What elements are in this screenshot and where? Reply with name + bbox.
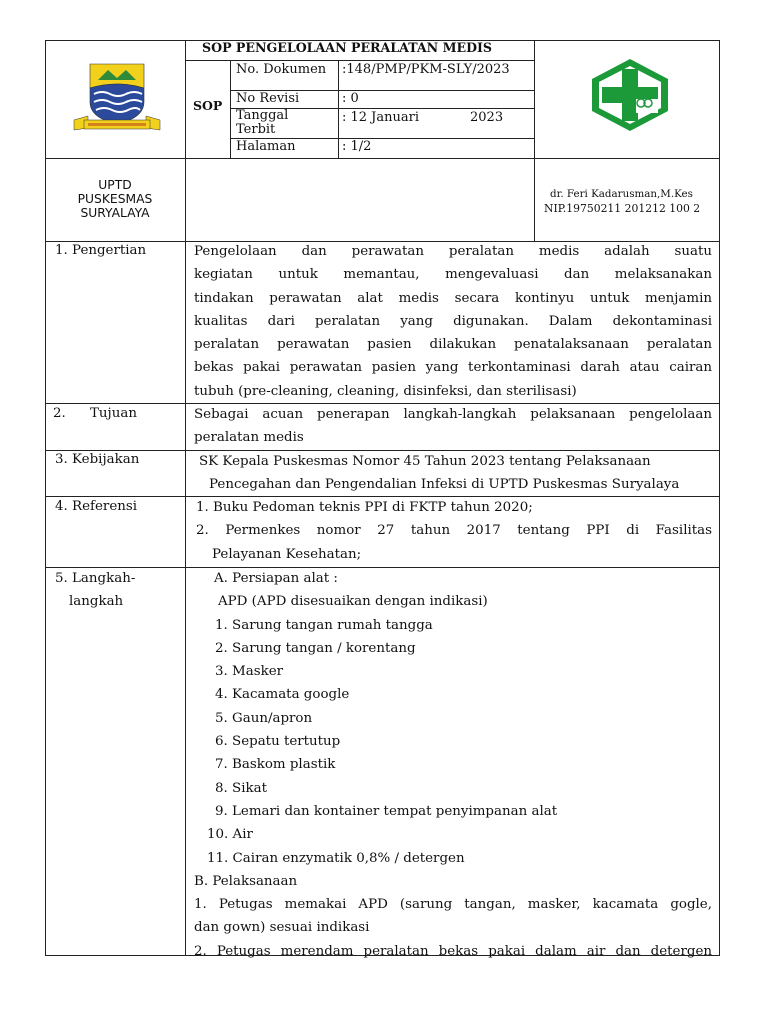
sop-label: SOP (193, 98, 223, 113)
referensi-item-continued: Pelayanan Kesehatan; (212, 546, 362, 562)
pelaksanaan-line: 2. Petugas merendam peralatan bekas pakai dalam air dan detergen (194, 943, 712, 959)
referensi-item: 1. Buku Pedoman teknis PPI di FKTP tahun 2020; (196, 500, 533, 515)
signer-name: dr. Feri Kadarusman,M.Kes (550, 188, 693, 200)
org-line-3: SURYALAYA (80, 206, 150, 220)
pengertian-line: tindakan perawatan alat medis secara kontinyu untuk menjamin (194, 290, 712, 306)
persiapan-alat-heading: A. Persiapan alat : (214, 571, 338, 586)
section-referensi-label: 4. Referensi (55, 499, 138, 514)
apd-note: APD (APD disesuaikan dengan indikasi) (218, 594, 488, 610)
puskesmas-logo (588, 57, 672, 133)
organization-name (45, 178, 185, 220)
issue-date-year: 2023 (470, 110, 504, 125)
equipment-item: 11. Cairan enzymatik 0,8% / detergen (207, 850, 465, 866)
issue-date-value: : 12 Januari (342, 110, 420, 125)
section-langkah-text (194, 567, 712, 963)
langkah-label-line-2: langkah (69, 594, 124, 610)
equipment-item: 7. Baskom plastik (215, 757, 336, 773)
signer-nip: NIP.19750211 201212 100 2 (544, 202, 701, 215)
pengertian-line: Pengelolaan dan perawatan peralatan medis adalah suatu (194, 244, 712, 259)
equipment-item: 10. Air (207, 827, 253, 843)
equipment-item: 3. Masker (215, 664, 284, 680)
doc-number-value: :148/PMP/PKM-SLY/2023 (342, 62, 510, 77)
section-pengertian-text (194, 240, 712, 403)
page-label: Halaman (236, 139, 296, 154)
org-line-1: UPTD (98, 178, 132, 192)
pelaksanaan-heading: B. Pelaksanaan (194, 873, 298, 889)
langkah-label-line-1: 5. Langkah- (55, 571, 136, 586)
revision-value: : 0 (342, 91, 359, 106)
org-line-2: PUSKESMAS (77, 192, 153, 206)
kebijakan-line: Pencegahan dan Pengendalian Infeksi di UPTD Puskesmas Suryalaya (209, 477, 680, 493)
issue-date-label: Tanggal Terbit (236, 108, 289, 137)
pengertian-line: kegiatan untuk memantau, mengevaluasi dan melaksanakan (194, 267, 712, 283)
section-langkah-label (55, 567, 135, 614)
tujuan-line: Sebagai acuan penerapan langkah-langkah pelaksanaan pengelolaan (194, 407, 712, 422)
pelaksanaan-line: dan gown) sesuai indikasi (194, 920, 370, 936)
referensi-item: 2. Permenkes nomor 27 tahun 2017 tentang PPI di Fasilitas (196, 523, 712, 539)
kebijakan-line: SK Kepala Puskesmas Nomor 45 Tahun 2023 tentang Pelaksanaan (199, 454, 651, 469)
regency-emblem-logo (72, 58, 162, 136)
revision-label: No Revisi (236, 91, 300, 106)
section-referensi-text (196, 496, 712, 566)
page-value: : 1/2 (342, 139, 372, 154)
pengertian-line: bekas pakai perawatan pasien yang terkontaminasi darah atau cairan (194, 360, 712, 376)
section-kebijakan-text (199, 450, 714, 497)
equipment-item: 8. Sikat (215, 780, 267, 796)
equipment-item: 9. Lemari dan kontainer tempat penyimpanan alat (215, 803, 558, 819)
tujuan-line: peralatan medis (194, 430, 304, 446)
section-tujuan-text (194, 403, 712, 450)
equipment-item: 2. Sarung tangan / korentang (215, 640, 416, 656)
equipment-item: 1. Sarung tangan rumah tangga (215, 617, 433, 633)
pelaksanaan-line: 1. Petugas memakai APD (sarung tangan, masker, kacamata gogle, (194, 897, 712, 913)
section-tujuan-number: 2. (53, 406, 66, 421)
pengertian-line: peralatan perawatan pasien dilakukan penatalaksanaan peralatan (194, 337, 712, 353)
section-kebijakan-label: 3. Kebijakan (55, 452, 140, 467)
section-tujuan-label: Tujuan (90, 406, 137, 421)
document-title: SOP PENGELOLAAN PERALATAN MEDIS (202, 40, 493, 55)
equipment-item: 5. Gaun/apron (215, 710, 313, 726)
pengertian-line: kualitas dari peralatan yang digunakan. Dalam dekontaminasi (194, 313, 712, 329)
equipment-item: 4. Kacamata google (215, 687, 350, 703)
pengertian-line: tubuh (pre-cleaning, cleaning, disinfeksi, dan sterilisasi) (194, 383, 577, 399)
doc-number-label: No. Dokumen (236, 62, 327, 77)
section-pengertian-label: 1. Pengertian (55, 243, 147, 258)
equipment-item: 6. Sepatu tertutup (215, 734, 341, 750)
